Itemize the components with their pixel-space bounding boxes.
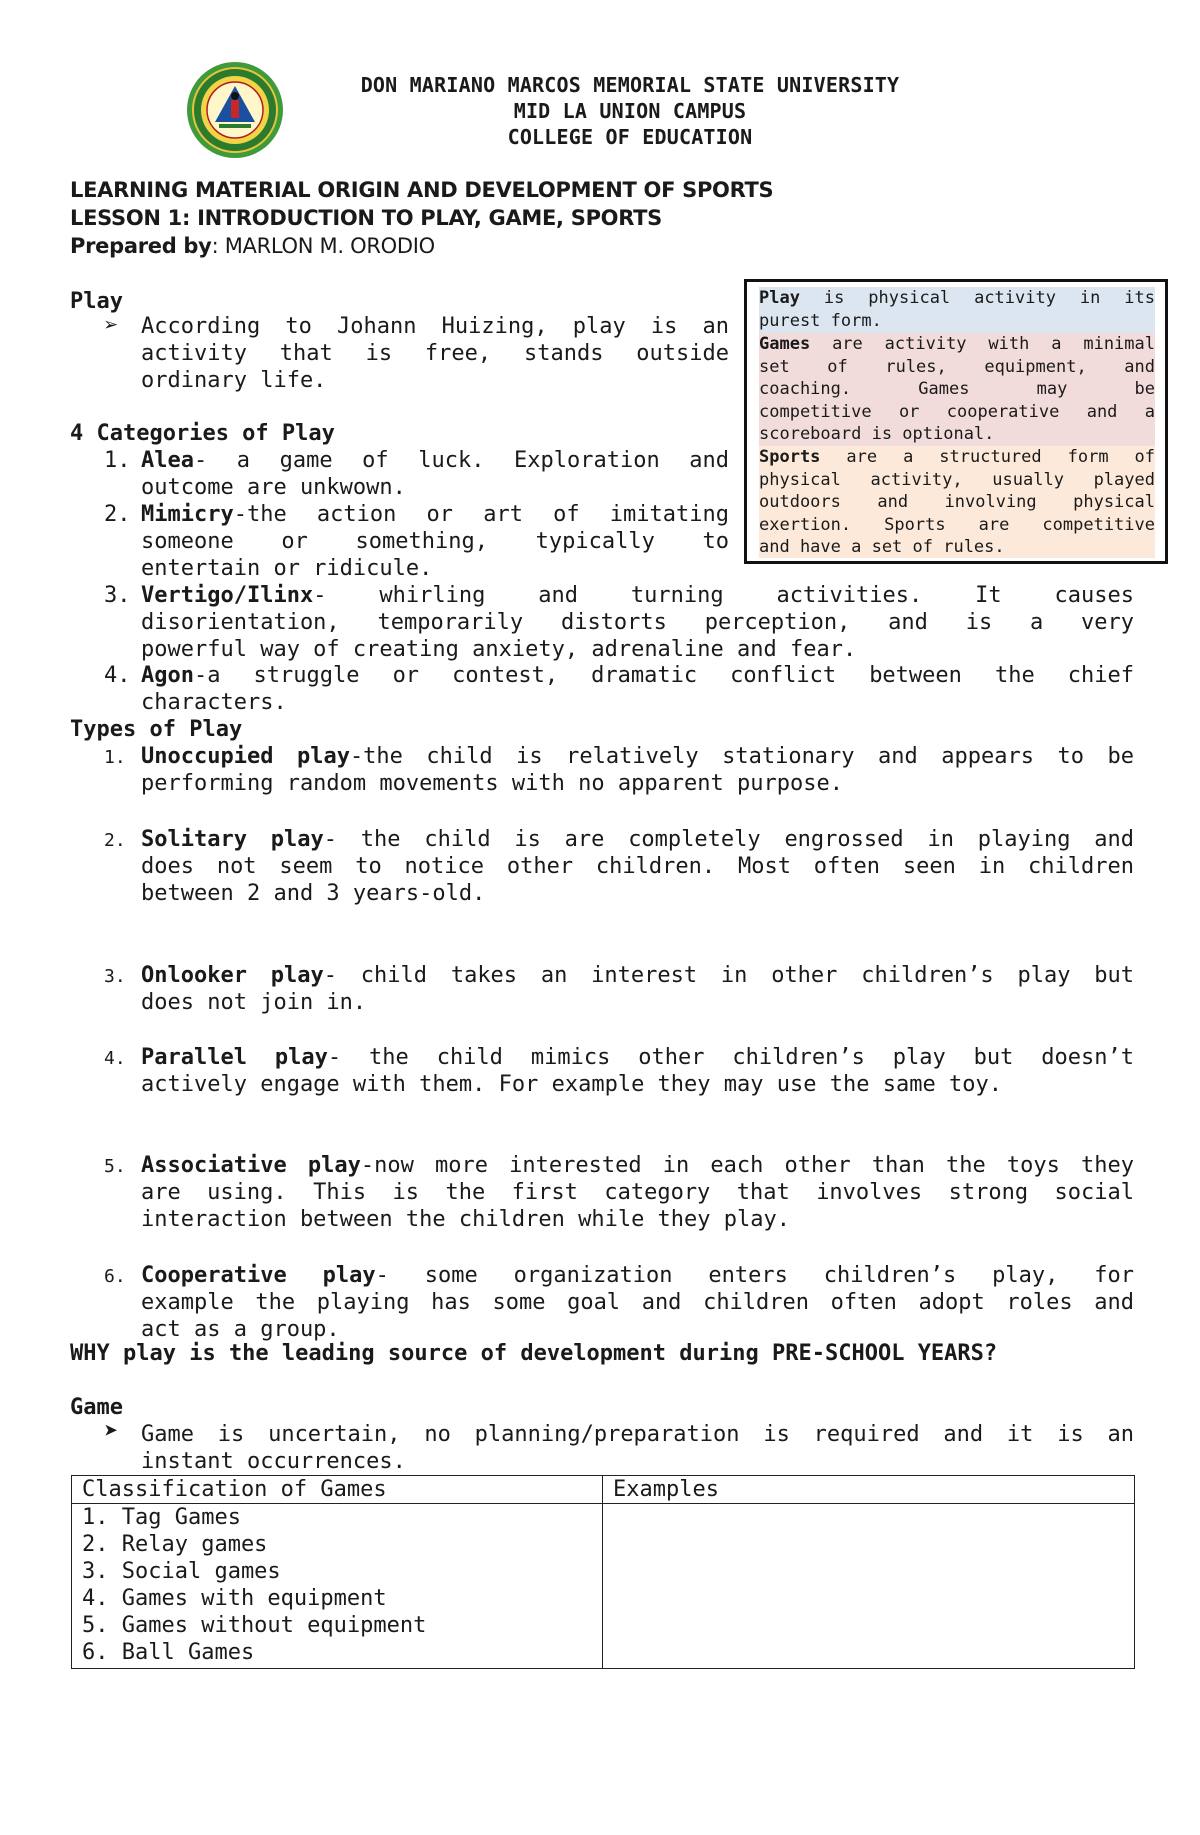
table-header-row <box>72 1476 1135 1504</box>
arrow-bullet-icon: ➢ <box>104 311 119 339</box>
table-cell: 3. Social games <box>82 1559 281 1584</box>
college-name: COLLEGE OF EDUCATION <box>507 125 753 149</box>
table-cell: 4. Games with equipment <box>82 1586 387 1611</box>
material-title: LEARNING MATERIAL ORIGIN AND DEVELOPMENT OF SPORTS <box>70 178 774 202</box>
table-cell: 1. Tag Games <box>82 1505 241 1530</box>
game-definition: Game is uncertain, no planning/preparation is required and it is an instant occurrences. <box>141 1422 1134 1474</box>
list-number: 2. <box>104 830 126 851</box>
lesson-title: LESSON 1: INTRODUCTION TO PLAY, GAME, SPORTS <box>70 206 662 230</box>
table-row <box>72 1504 1135 1669</box>
campus-name: MID LA UNION CAMPUS <box>513 99 747 123</box>
arrow-bullet-icon: ➤ <box>104 1417 119 1445</box>
list-number: 3. <box>104 583 131 608</box>
games-classification-table <box>71 1475 1135 1669</box>
list-number: 1. <box>104 448 131 473</box>
university-name: DON MARIANO MARCOS MEMORIAL STATE UNIVERSITY <box>360 73 900 97</box>
definitions-box <box>744 279 1168 564</box>
categories-heading: 4 Categories of Play <box>70 421 335 446</box>
types-heading: Types of Play <box>70 717 243 742</box>
category-alea: Alea- a game of luck. Exploration and outcome are unkwown. <box>141 448 729 500</box>
category-mimicry: Mimicry-the action or art of imitating someone or something, typically to entertain or ridicule. <box>141 502 729 581</box>
table-cell: 2. Relay games <box>82 1532 268 1557</box>
category-vertigo: Vertigo/Ilinx- whirling and turning activities. It causes disorientation, temporarily distorts perception, and is a very powerful way of creating anxiety, adrenaline and fear. <box>141 583 1134 662</box>
play-definition: According to Johann Huizing, play is an activity that is free, stands outside ordinary life. <box>141 314 729 393</box>
list-number: 4. <box>104 1048 126 1069</box>
list-number: 4. <box>104 663 131 688</box>
table-header: Classification of Games <box>72 1476 603 1504</box>
table-cell: 6. Ball Games <box>82 1640 255 1665</box>
table-header: Examples <box>603 1476 1135 1504</box>
game-heading: Game <box>70 1395 123 1420</box>
sports-definition-box: Sports are a structured form of physical activity, usually played outdoors and involving physical exertion. Sports are competitive and have a set of rules. <box>759 447 1155 557</box>
play-definition-box: Play is physical activity in its purest form. <box>759 287 1155 333</box>
category-agon: Agon-a struggle or contest, dramatic conflict between the chief characters. <box>141 663 1134 715</box>
play-heading: Play <box>70 289 123 314</box>
why-question: WHY play is the leading source of development during PRE-SCHOOL YEARS? <box>70 1341 998 1366</box>
type-associative: Associative play-now more interested in each other than the toys they are using. This is the first category that involves strong social interaction between the children while they play. <box>141 1153 1135 1232</box>
prepared-by: Prepared by: MARLON M. ORODIO <box>70 234 435 258</box>
list-number: 2. <box>104 502 131 527</box>
games-definition-box: Games are activity with a minimal set of rules, equipment, and coaching. Games may be competitive or cooperative and a scoreboard is optional. <box>759 334 1155 444</box>
type-cooperative: Cooperative play- some organization enters children’s play, for example the playing has some goal and children often adopt roles and act as a group. <box>141 1263 1134 1342</box>
type-solitary: Solitary play- the child is are completely engrossed in playing and does not seem to notice other children. Most often seen in children between 2 and 3 years-old. <box>141 827 1134 906</box>
type-parallel: Parallel play- the child mimics other children’s play but doesn’t actively engage with them. For example they may use the same toy. <box>141 1045 1135 1097</box>
type-unoccupied: Unoccupied play-the child is relatively stationary and appears to be performing random movements with no apparent purpose. <box>141 744 1134 796</box>
table-cell: 5. Games without equipment <box>82 1613 427 1638</box>
list-number: 6. <box>104 1266 126 1287</box>
list-number: 5. <box>104 1156 126 1177</box>
examples-cell <box>603 1504 1135 1669</box>
type-onlooker: Onlooker play- child takes an interest in other children’s play but does not join in. <box>141 963 1134 1015</box>
list-number: 1. <box>104 747 126 768</box>
list-number: 3. <box>104 966 126 987</box>
classification-list <box>72 1504 603 1669</box>
